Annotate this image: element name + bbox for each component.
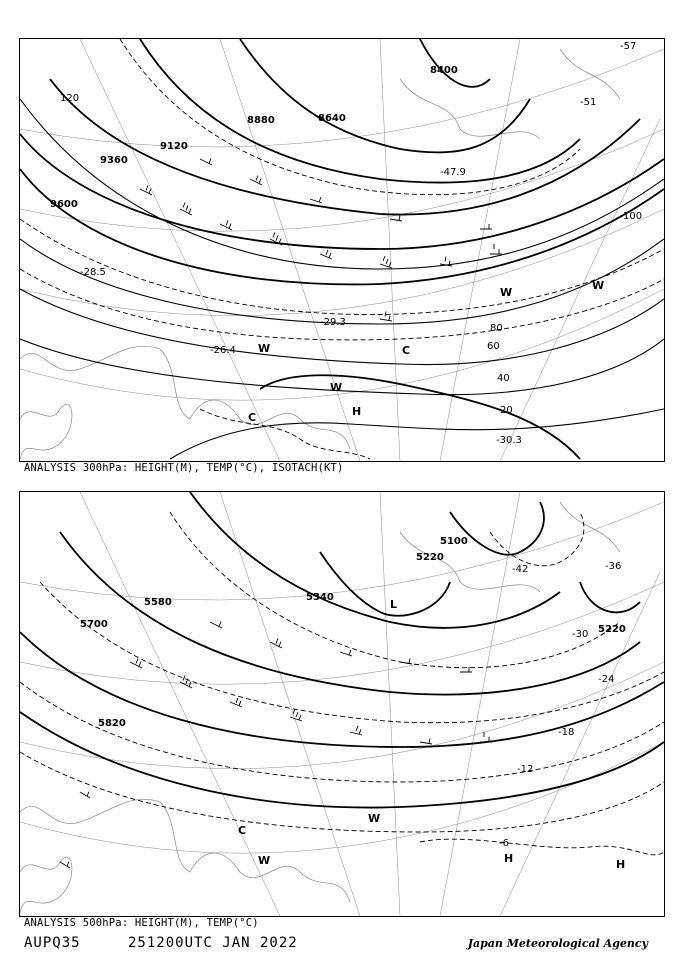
temperature-label: -24 [598, 674, 615, 685]
temperature-label: -29.3 [320, 317, 346, 328]
height-label: 9360 [100, 155, 128, 166]
height-label: 5580 [144, 597, 172, 608]
temperature-label: -12 [517, 764, 534, 775]
map-300hpa [20, 39, 664, 461]
warm-marker: W [258, 342, 271, 355]
height-label: 8400 [430, 65, 458, 76]
height-label: 9600 [50, 199, 78, 210]
height-labels [80, 536, 626, 729]
agency-credit: Japan Meteorological Agency [467, 937, 648, 950]
height-label: 5340 [306, 592, 334, 603]
caption-300hpa: ANALYSIS 300hPa: HEIGHT(M), TEMP(°C), ISOTACH(KT) [24, 462, 344, 474]
high-pressure-marker: H [616, 858, 626, 871]
height-labels [50, 65, 458, 210]
warm-marker: W [330, 381, 343, 394]
chart-id: AUPQ35 [24, 935, 81, 951]
isotach-label: 40 [497, 373, 510, 384]
cold-marker: C [248, 411, 257, 424]
isotach-label: 80 [490, 323, 503, 334]
map-panel-500hpa [19, 491, 665, 917]
temperature-label: -30 [572, 629, 589, 640]
wind-barbs [60, 622, 492, 869]
temperature-label: -47.9 [440, 167, 466, 178]
warm-marker: W [500, 286, 513, 299]
temperature-label: -42 [512, 564, 529, 575]
map-panel-300hpa [19, 38, 665, 462]
height-label: 8880 [247, 115, 275, 126]
temperature-label: -36 [605, 561, 622, 572]
isotherms [20, 512, 664, 855]
latlon-grid [20, 39, 664, 461]
isotach-label: 20 [500, 405, 513, 416]
high-pressure-marker: H [352, 405, 362, 418]
temperature-label: -28.5 [80, 267, 106, 278]
cold-marker: C [402, 344, 411, 357]
caption-500hpa: ANALYSIS 500hPa: HEIGHT(M), TEMP(°C) [24, 917, 259, 929]
height-label: 8640 [318, 113, 346, 124]
isotach-label: 60 [487, 341, 500, 352]
latlon-grid [20, 492, 664, 916]
temperature-label: -30.3 [496, 435, 522, 446]
warm-marker: W [592, 279, 605, 292]
isotach-label: 120 [60, 93, 80, 104]
temperature-label: -57 [620, 41, 637, 52]
height-label: 5220 [416, 552, 444, 563]
height-label: 5700 [80, 619, 108, 630]
pressure-systems [248, 279, 604, 424]
height-label: 9120 [160, 141, 188, 152]
height-contours [20, 39, 664, 459]
height-label: 5100 [440, 536, 468, 547]
height-label: 5820 [98, 718, 126, 729]
temperature-label: -26.4 [210, 345, 236, 356]
isotach-contours [20, 99, 664, 459]
isotach-labels [60, 93, 642, 416]
valid-time: 251200UTC JAN 2022 [128, 935, 298, 951]
temperature-label: -6 [499, 838, 509, 849]
height-label: 5220 [598, 624, 626, 635]
temperature-label: -51 [580, 97, 597, 108]
warm-marker: W [258, 854, 271, 867]
cold-marker: C [238, 824, 247, 837]
low-pressure-marker: L [390, 598, 398, 611]
map-500hpa [20, 492, 664, 916]
warm-marker: W [368, 812, 381, 825]
temperature-label: -18 [558, 727, 575, 738]
isotach-label: 100 [623, 211, 643, 222]
high-pressure-marker: H [504, 852, 514, 865]
